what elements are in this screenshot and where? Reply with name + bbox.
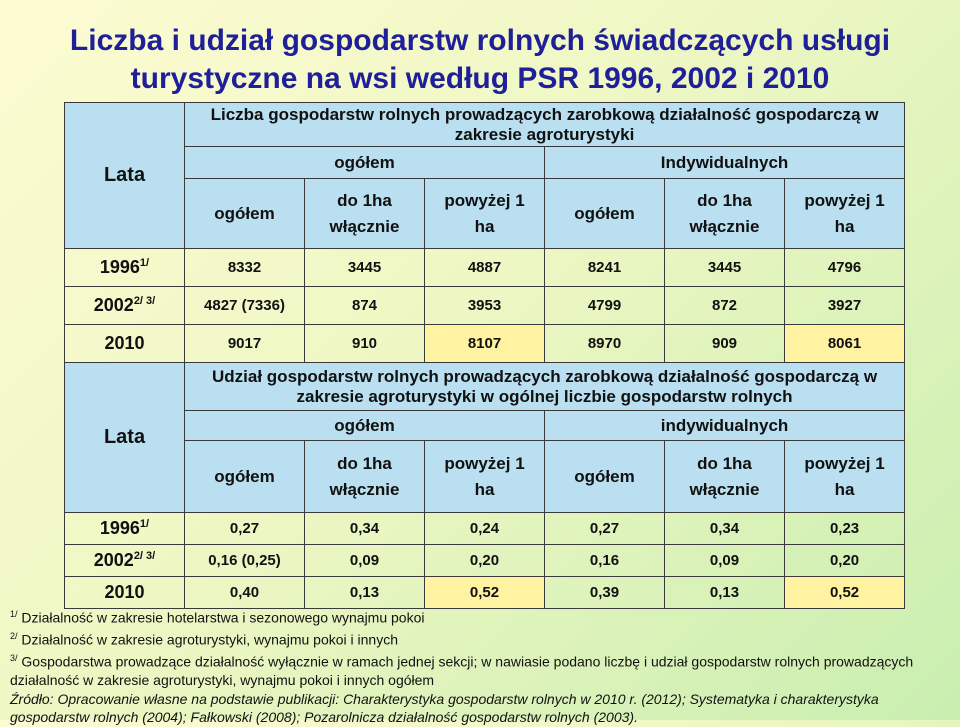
col-header-do1ha: do 1ha włącznie <box>665 441 785 513</box>
value-cell: 0,23 <box>785 513 905 545</box>
value-cell: 8107 <box>425 325 545 363</box>
table-row <box>65 249 905 287</box>
col-header-powyzej: powyżej 1 ha <box>785 179 905 249</box>
value-cell: 0,16 <box>545 545 665 577</box>
value-cell: 0,34 <box>665 513 785 545</box>
col-header-powyzej: powyżej 1 ha <box>785 441 905 513</box>
value-cell: 8241 <box>545 249 665 287</box>
value-cell: 0,40 <box>185 577 305 609</box>
col-header-do1ha: do 1ha włącznie <box>305 179 425 249</box>
value-cell: 909 <box>665 325 785 363</box>
col-header-powyzej: powyżej 1 ha <box>425 441 545 513</box>
year-cell: $1996^{1/}$ <box>65 513 185 545</box>
year-cell: $2002^{2/ 3/}$ <box>65 545 185 577</box>
footnote: $^{2/}$ Działalność w zakresie agroturystyki, wynajmu pokoi i innych <box>10 631 398 648</box>
value-cell: 3953 <box>425 287 545 325</box>
table-row <box>65 577 905 609</box>
value-cell: 0,24 <box>425 513 545 545</box>
col-header-do1ha: do 1ha włącznie <box>305 441 425 513</box>
col-header-powyzej: powyżej 1 ha <box>425 179 545 249</box>
value-cell: 0,52 <box>785 577 905 609</box>
table-row <box>65 513 905 545</box>
footnote: $^{3/}$ Gospodarstwa prowadzące działalność wyłącznie w ramach jednej sekcji; w nawiasie podano liczbę i udział gospodarstw rolnych prowadzących działalność w zakresie agroturystyki, wynajmu pokoi i innych ogółem <box>10 653 914 689</box>
value-cell: 3445 <box>665 249 785 287</box>
footnotes <box>10 605 955 727</box>
year-cell: 2010 <box>65 325 185 363</box>
value-cell: 3927 <box>785 287 905 325</box>
col-header-ogolem: ogółem <box>545 441 665 513</box>
value-cell: 872 <box>665 287 785 325</box>
year-cell: $2002^{2/ 3/}$ <box>65 287 185 325</box>
value-cell: 0,16 (0,25) <box>185 545 305 577</box>
group-header-indywidualnych: indywidualnych <box>545 411 905 441</box>
year-cell: 2010 <box>65 577 185 609</box>
table-row <box>65 325 905 363</box>
value-cell: 0,20 <box>785 545 905 577</box>
lata-header: Lata <box>65 103 185 249</box>
value-cell: 0,39 <box>545 577 665 609</box>
table-share <box>64 362 905 609</box>
value-cell: 0,13 <box>665 577 785 609</box>
col-header-ogolem: ogółem <box>185 441 305 513</box>
value-cell: 4827 (7336) <box>185 287 305 325</box>
value-cell: 4796 <box>785 249 905 287</box>
value-cell: 4887 <box>425 249 545 287</box>
value-cell: 4799 <box>545 287 665 325</box>
value-cell: 910 <box>305 325 425 363</box>
value-cell: 8061 <box>785 325 905 363</box>
col-header-ogolem: ogółem <box>185 179 305 249</box>
col-header-do1ha: do 1ha włącznie <box>665 179 785 249</box>
lata-header: Lata <box>65 363 185 513</box>
value-cell: 8970 <box>545 325 665 363</box>
table-row <box>65 545 905 577</box>
table-caption: Udział gospodarstw rolnych prowadzących zarobkową działalność gospodarczą w zakresie agroturystyki w ogólnej liczbie gospodarstw rolnych <box>185 363 905 411</box>
footnote: $^{1/}$ Działalność w zakresie hotelarstwa i sezonowego wynajmu pokoi <box>10 609 425 626</box>
value-cell: 9017 <box>185 325 305 363</box>
value-cell: 0,27 <box>185 513 305 545</box>
table-count <box>64 102 905 363</box>
value-cell: 0,09 <box>665 545 785 577</box>
value-cell: 0,52 <box>425 577 545 609</box>
value-cell: 0,34 <box>305 513 425 545</box>
value-cell: 874 <box>305 287 425 325</box>
col-header-ogolem: ogółem <box>545 179 665 249</box>
value-cell: 3445 <box>305 249 425 287</box>
table-caption: Liczba gospodarstw rolnych prowadzących zarobkową działalność gospodarczą w zakresie agroturystyki <box>185 103 905 147</box>
group-header-ogolem: ogółem <box>185 147 545 179</box>
value-cell: 8332 <box>185 249 305 287</box>
group-header-ogolem: ogółem <box>185 411 545 441</box>
value-cell: 0,13 <box>305 577 425 609</box>
year-cell: $1996^{1/}$ <box>65 249 185 287</box>
table-row <box>65 287 905 325</box>
value-cell: 0,09 <box>305 545 425 577</box>
source-note: Źródło: Opracowanie własne na podstawie publikacji: Charakterystyka gospodarstw rolnych w 2010 r. (2012); Systematyka i charakterystyka gospodarstw rolnych (2004); Fałkowski (2008); Pozarolnicza działalność gospodarstw rolnych (2003). <box>10 690 879 726</box>
page-title: Liczba i udział gospodarstw rolnych świadczących usługi turystyczne na wsi według PSR 1996, 2002 i 2010 <box>69 24 891 95</box>
value-cell: 0,20 <box>425 545 545 577</box>
value-cell: 0,27 <box>545 513 665 545</box>
group-header-indywidualnych: Indywidualnych <box>545 147 905 179</box>
